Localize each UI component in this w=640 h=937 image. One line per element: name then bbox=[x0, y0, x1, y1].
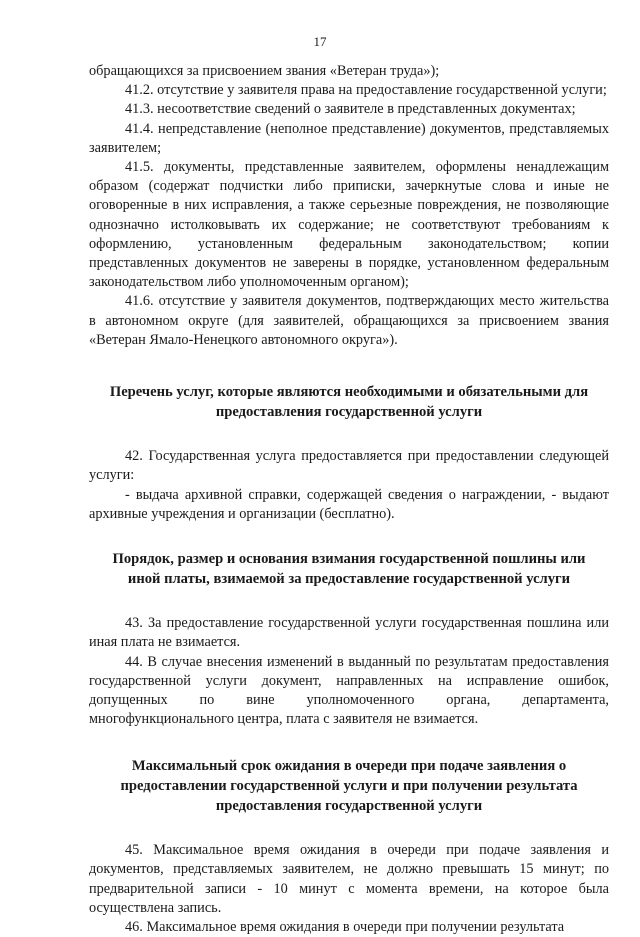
page-number: 17 bbox=[313, 34, 327, 49]
block-spacer bbox=[89, 350, 609, 383]
paragraph: обращающихся за присвоением звания «Ветеран труда»); bbox=[89, 63, 440, 79]
paragraph: - выдача архивной справки, содержащей сведения о награждении, - выдают архивные учреждения и организации (бесплатно). bbox=[89, 486, 609, 522]
paragraph: 41.5. документы, представленные заявителем, оформлены ненадлежащим образом (содержат подчистки либо приписки, зачеркнутые слова и иные не оговоренные в них исправления, а также серьезные повреждения, не позволяющие однозначно истолковывать их содержание; не соответствуют требованиям к оформлению, установленным федеральным законодательством; копии представленных документов не заверены в порядке, установленном федеральным законодательством либо уполномоченным органом); bbox=[89, 159, 609, 291]
paragraph: 41.3. несоответствие сведений о заявителе в представленных документах; bbox=[125, 101, 576, 118]
paragraph: 43. За предоставление государственной услуги государственная пошлина или иная плата не взимается. bbox=[89, 615, 609, 651]
section-heading: Порядок, размер и основания взимания государственной пошлины или иной платы, взимаемой за предоставление государственной услуги bbox=[112, 551, 586, 587]
paragraph: 41.4. непредставление (неполное представление) документов, представляемых заявителем; bbox=[89, 120, 609, 156]
block-spacer bbox=[89, 422, 609, 447]
block-spacer bbox=[89, 729, 609, 757]
section-heading: Перечень услуг, которые являются необходимыми и обязательными для предоставления государственной услуги bbox=[109, 384, 589, 420]
document-body bbox=[89, 62, 609, 937]
paragraph: 44. В случае внесения изменений в выданный по результатам предоставления государственной услуги документ, направленных на исправление ошибок, допущенных по вине уполномоченного органа, департамента, многофункционального центра, плата с заявителя не взимается. bbox=[89, 653, 609, 728]
paragraph: 46. Максимальное время ожидания в очереди при получении результата bbox=[125, 919, 565, 936]
block-spacer bbox=[89, 816, 609, 841]
block-spacer bbox=[89, 524, 609, 550]
paragraph: 45. Максимальное время ожидания в очереди при подаче заявления и документов, представляемых заявителем, не должно превышать 15 минут; по предварительной записи - 10 минут с момента времени, на которое была осуществлена запись. bbox=[89, 842, 609, 916]
section-heading: Максимальный срок ожидания в очереди при подаче заявления о предоставлении государственной услуги и при получении результата предоставления государственной услуги bbox=[120, 758, 578, 814]
block-spacer bbox=[89, 589, 609, 614]
paragraph: 41.6. отсутствие у заявителя документов, подтверждающих место жительства в автономном округе (для заявителей, обращающихся за присвоением звания «Ветеран Ямало-Ненецкого автономного округа»). bbox=[89, 293, 609, 348]
paragraph: 42. Государственная услуга предоставляется при предоставлении следующей услуги: bbox=[89, 448, 609, 484]
paragraph: 41.2. отсутствие у заявителя права на предоставление государственной услуги; bbox=[125, 82, 607, 99]
